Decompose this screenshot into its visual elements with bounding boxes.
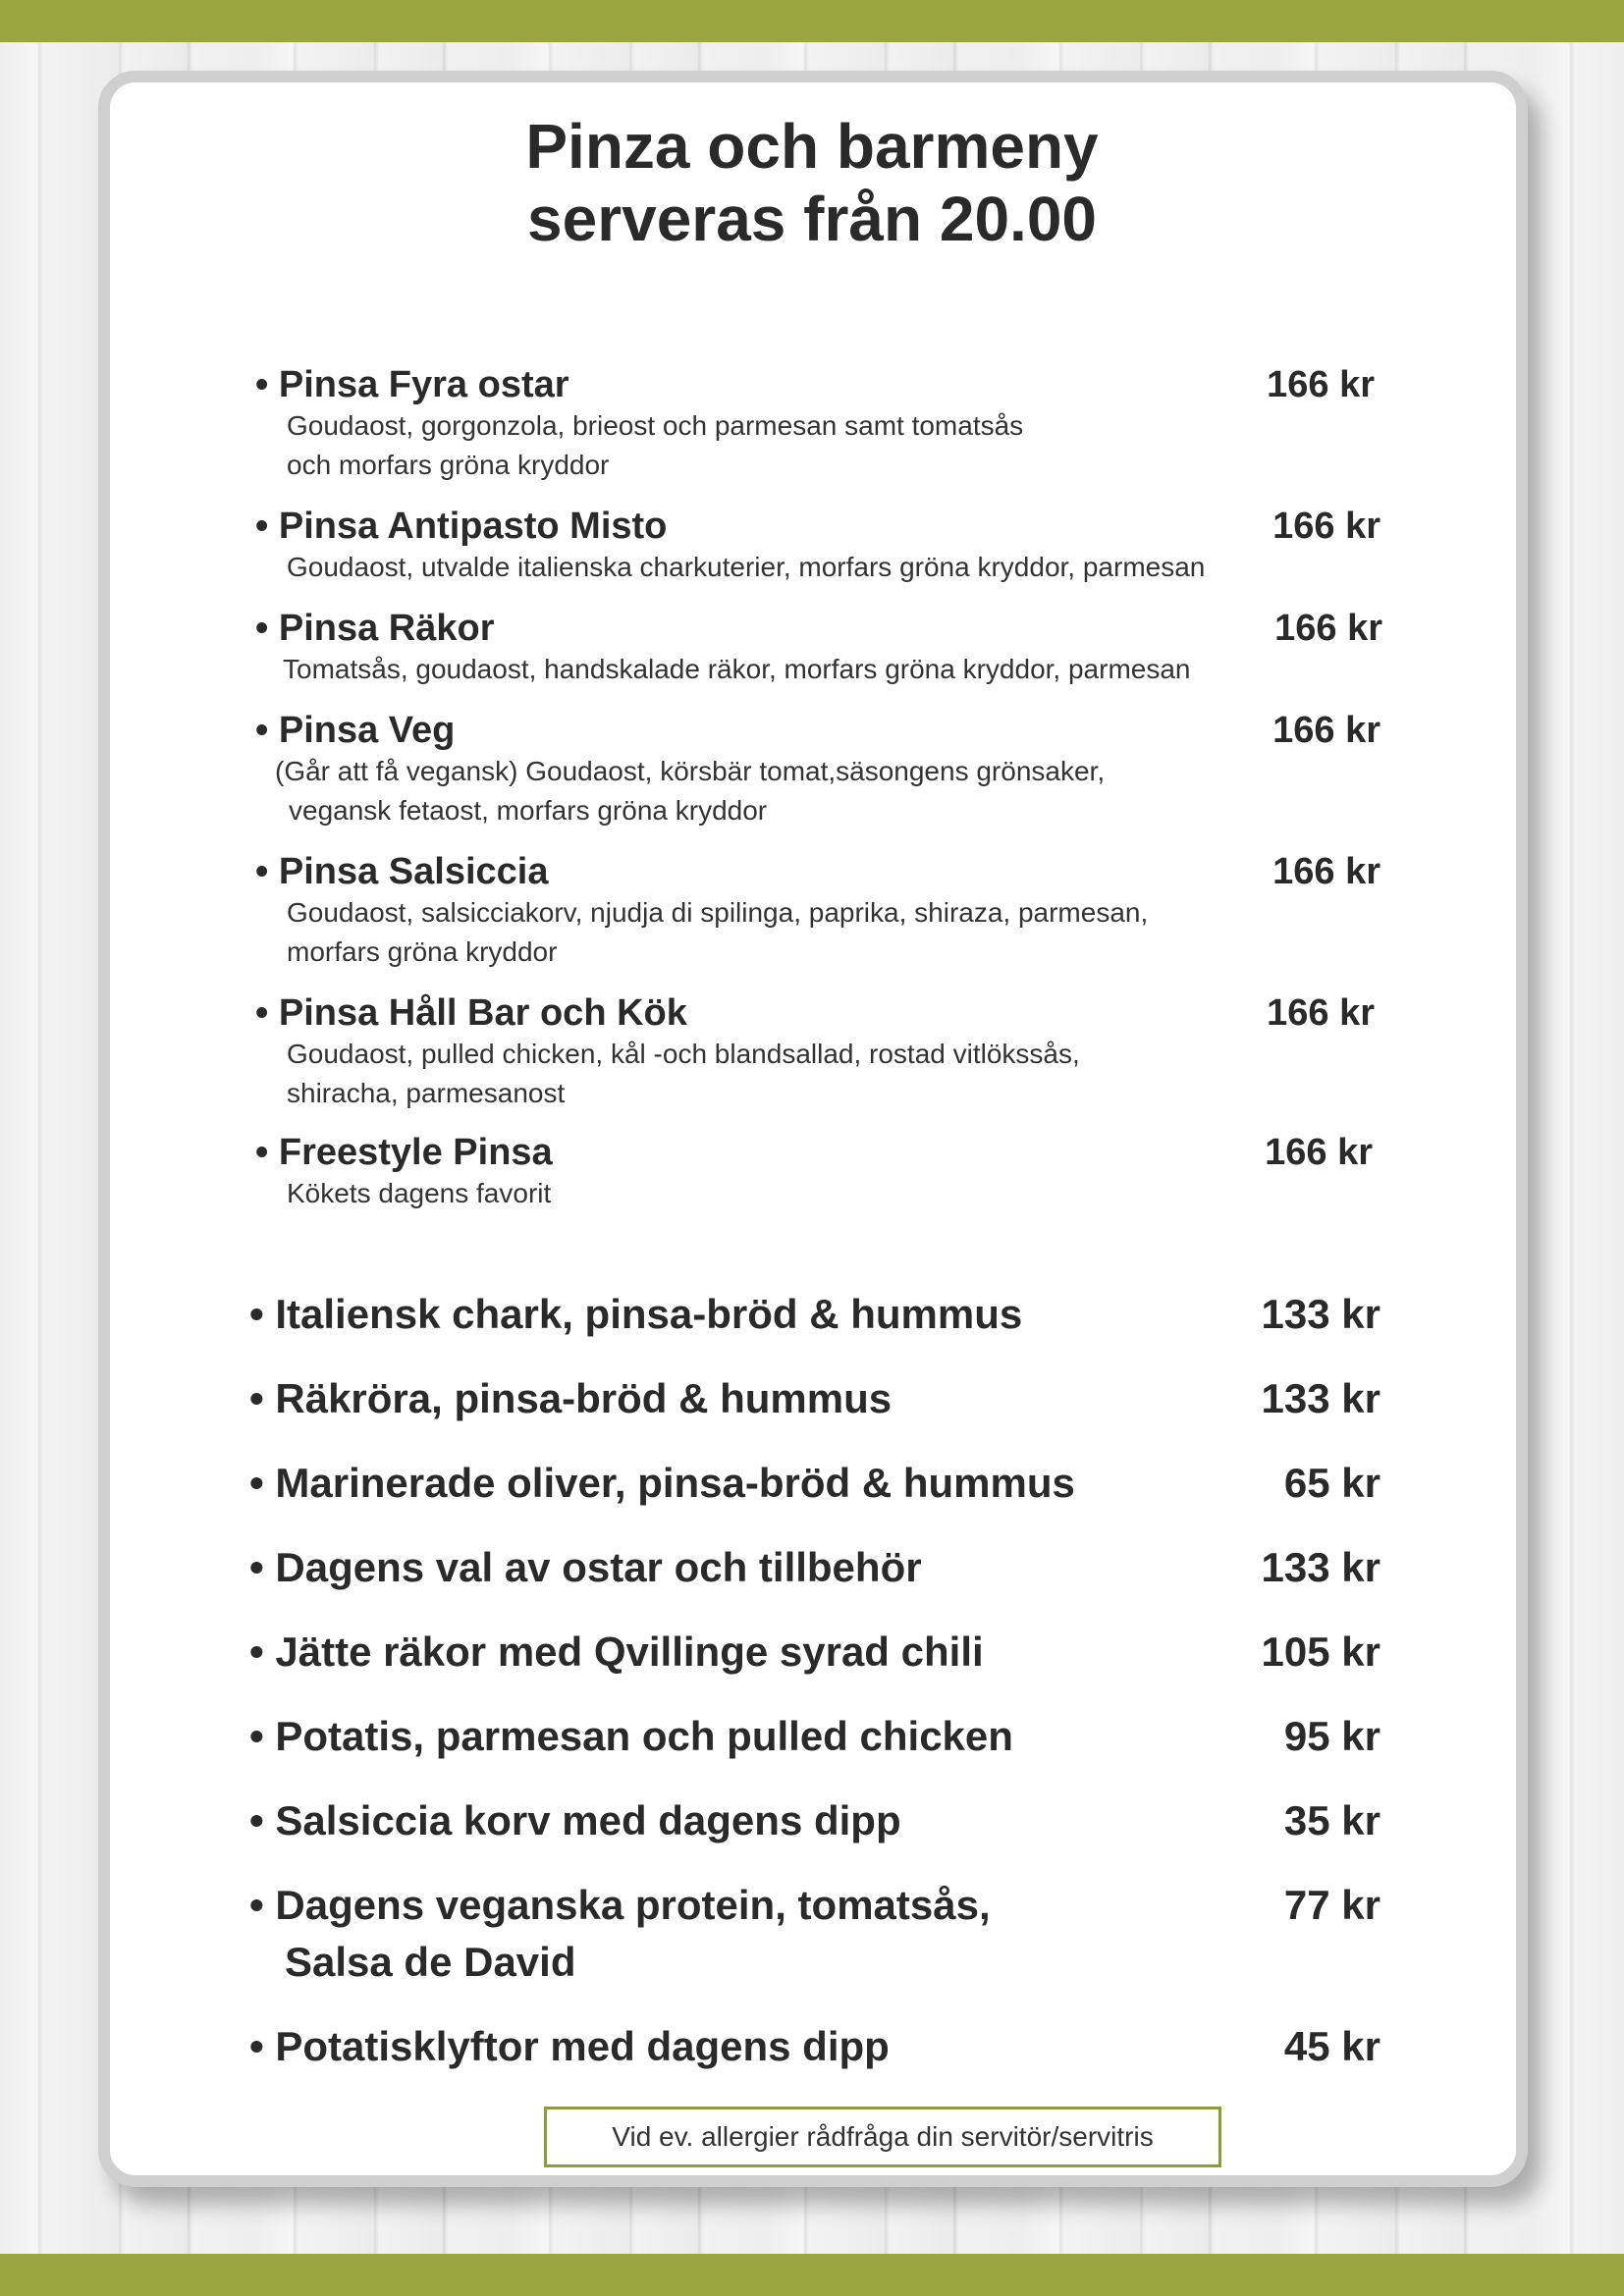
description-line: Goudaost, gorgonzola, brieost och parmesan samt tomatsås xyxy=(287,410,1024,441)
description-line: och morfars gröna kryddor xyxy=(287,450,610,480)
item-name-line: • Dagens veganska protein, tomatsås, xyxy=(249,1882,991,1928)
description-line: morfars gröna kryddor xyxy=(287,936,558,967)
description-line: Tomatsås, goudaost, handskalade räkor, morfars gröna kryddor, parmesan xyxy=(283,654,1191,684)
item-price: 77 kr xyxy=(1283,1882,1380,1928)
item-price: 133 kr xyxy=(1261,1291,1380,1337)
item-name: • Pinsa Veg xyxy=(255,710,456,751)
description-line: Kökets dagens favorit xyxy=(287,1178,552,1208)
item-name-line: • Räkröra, pinsa-bröd & hummus xyxy=(249,1375,893,1421)
item-name-line: • Dagens val av ostar och tillbehör xyxy=(249,1544,922,1590)
item-price: 166 kr xyxy=(1265,1132,1373,1173)
item-name-line: • Potatisklyftor med dagens dipp xyxy=(249,2023,890,2069)
item-price: 166 kr xyxy=(1267,364,1375,405)
item-price: 166 kr xyxy=(1272,710,1380,751)
item-price: 35 kr xyxy=(1283,1797,1380,1843)
item-name-line: • Marinerade oliver, pinsa-bröd & hummus xyxy=(249,1460,1075,1506)
item-name-line: • Italiensk chark, pinsa-bröd & hummus xyxy=(249,1291,1023,1337)
item-price: 166 kr xyxy=(1272,851,1380,892)
item-price: 166 kr xyxy=(1272,506,1380,547)
description-line: Goudaost, utvalde italienska charkuterier, morfars gröna kryddor, parmesan xyxy=(287,552,1206,582)
item-name-line: Salsa de David xyxy=(285,1939,576,1985)
item-name: • Pinsa Håll Bar och Kök xyxy=(255,992,687,1034)
item-name-line: • Potatis, parmesan och pulled chicken xyxy=(249,1713,1013,1759)
item-name: • Pinsa Fyra ostar xyxy=(255,364,569,405)
item-name: • Pinsa Antipasto Misto xyxy=(255,506,668,547)
item-price: 95 kr xyxy=(1283,1713,1380,1759)
menu-title-line-2: serveras från 20.00 xyxy=(527,184,1097,254)
item-price: 65 kr xyxy=(1283,1460,1380,1506)
bottom-accent-band xyxy=(0,2254,1624,2296)
item-price: 133 kr xyxy=(1261,1544,1380,1590)
allergy-note: Vid ev. allergier rådfråga din servitör/servitris xyxy=(544,2107,1221,2167)
item-price: 166 kr xyxy=(1274,608,1382,649)
description-line: shiracha, parmesanost xyxy=(287,1078,566,1108)
menu-title xyxy=(196,110,1428,255)
item-name-line: • Jätte räkor med Qvillinge syrad chili xyxy=(249,1629,984,1675)
description-line: Goudaost, pulled chicken, kål -och blandsallad, rostad vitlökssås, xyxy=(287,1039,1080,1069)
item-price: 133 kr xyxy=(1261,1375,1380,1421)
item-price: 166 kr xyxy=(1267,992,1375,1034)
description-line: Goudaost, salsicciakorv, njudja di spilinga, paprika, shiraza, parmesan, xyxy=(287,897,1149,928)
item-name-line: • Salsiccia korv med dagens dipp xyxy=(249,1797,901,1843)
menu-card xyxy=(98,71,1528,2187)
item-price: 105 kr xyxy=(1261,1629,1380,1675)
item-name: • Freestyle Pinsa xyxy=(255,1132,553,1173)
item-name: • Pinsa Räkor xyxy=(255,608,495,649)
item-name: • Pinsa Salsiccia xyxy=(255,851,549,892)
item-price: 45 kr xyxy=(1283,2023,1380,2069)
description-line: (Går att få vegansk) Goudaost, körsbär tomat,säsongens grönsaker, xyxy=(275,756,1106,786)
menu-title-line-1: Pinza och barmeny xyxy=(525,111,1099,182)
description-line: vegansk fetaost, morfars gröna kryddor xyxy=(289,795,768,826)
top-accent-band xyxy=(0,0,1624,42)
